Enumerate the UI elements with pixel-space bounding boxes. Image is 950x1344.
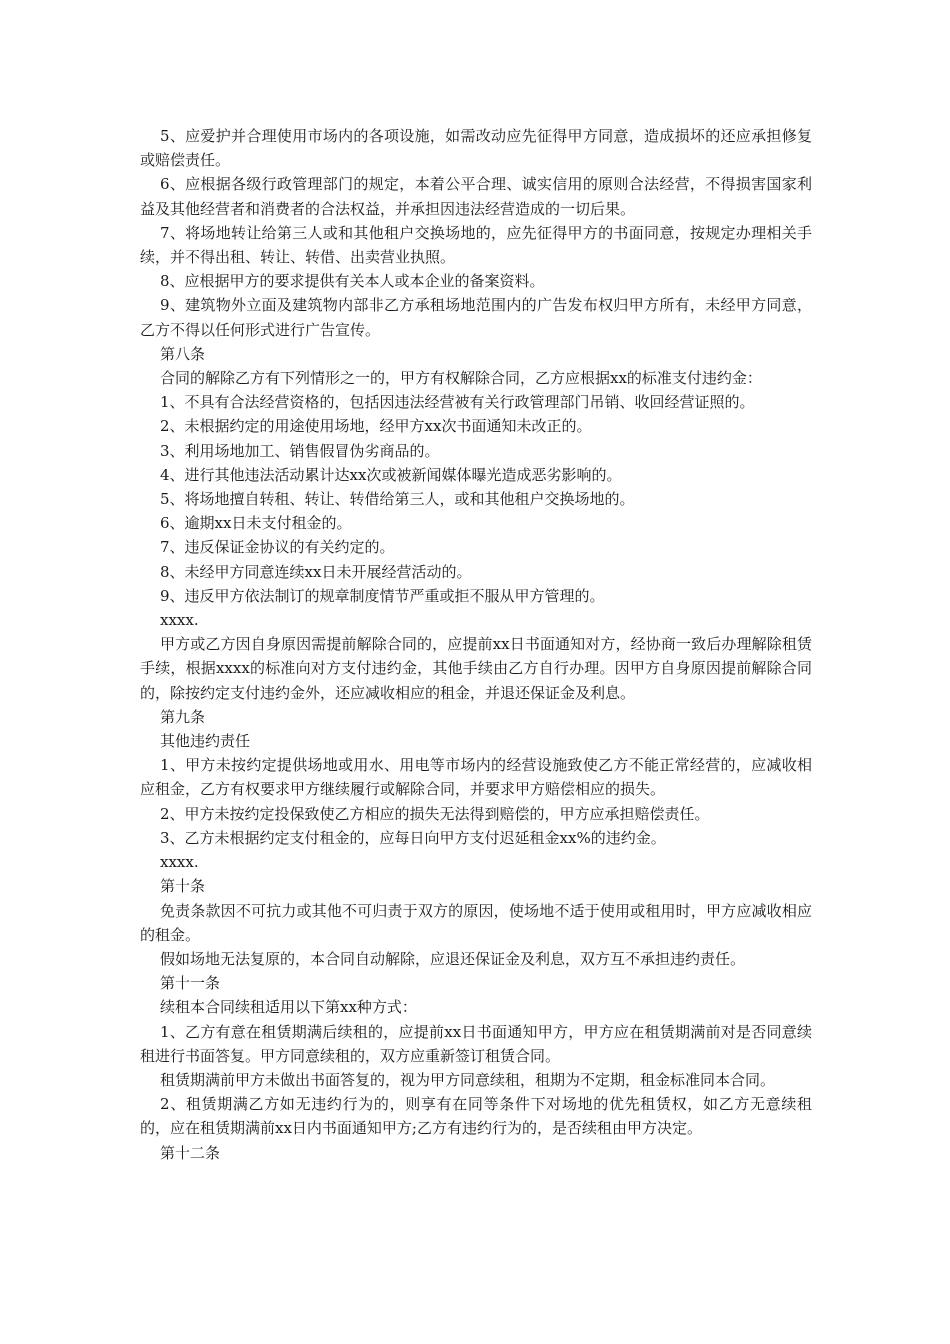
termination-item-9: 9、违反甲方依法制订的规章制度情节严重或拒不服从甲方管理的。 (160, 586, 605, 605)
article-heading-9: 第九条 (160, 707, 206, 726)
liability-item-2: 2、甲方未按约定投保致使乙方相应的损失无法得到赔偿的，甲方应承担赔偿责任。 (160, 804, 710, 823)
termination-item-8: 8、未经甲方同意连续xx日未开展经营活动的。 (160, 562, 472, 581)
placeholder-line: xxxx. (160, 611, 199, 630)
liability-item-1: 1、甲方未按约定提供场地或用水、用电等市场内的经营设施致使乙方不能正常经营的，应减收相应租金，乙方有权要求甲方继续履行或解除合同，并要求甲方赔偿相应的损失。 (140, 756, 812, 799)
renewal-intro: 续租本合同续租适用以下第xx种方式： (160, 998, 417, 1017)
renewal-default-paragraph: 租赁期满前甲方未做出书面答复的，视为甲方同意续租，租期为不定期，租金标准同本合同。 (160, 1070, 776, 1089)
exemption-paragraph: 免责条款因不可抗力或其他不可归责于双方的原因，使场地不适于使用或租用时，甲方应减收相应的租金。 (140, 901, 812, 944)
clause-item-6: 6、应根据各级行政管理部门的规定，本着公平合理、诚实信用的原则合法经营，不得损害国家利益及其他经营者和消费者的合法权益，并承担因违法经营造成的一切后果。 (140, 175, 812, 218)
document-body (140, 124, 812, 1165)
placeholder-line: xxxx. (160, 853, 199, 872)
article-heading-12: 第十二条 (160, 1143, 221, 1162)
renewal-item-2: 2、租赁期满乙方如无违约行为的，则享有在同等条件下对场地的优先租赁权，如乙方无意续租的，应在租赁期满前xx日内书面通知甲方;乙方有违约行为的，是否续租由甲方决定。 (140, 1095, 812, 1138)
early-termination-paragraph: 甲方或乙方因自身原因需提前解除合同的，应提前xx日书面通知对方，经协商一致后办理解除租赁手续，根据xxxx的标准向对方支付违约金，其他手续由乙方自行办理。因甲方自身原因提前解除合同的，除按约定支付违约金外，还应减收相应的租金，并退还保证金及利息。 (140, 635, 812, 702)
clause-item-9: 9、建筑物外立面及建筑物内部非乙方承租场地范围内的广告发布权归甲方所有，未经甲方同意，乙方不得以任何形式进行广告宣传。 (140, 296, 812, 339)
liability-item-3: 3、乙方未根据约定支付租金的，应每日向甲方支付迟延租金xx%的违约金。 (160, 828, 666, 847)
termination-item-3: 3、利用场地加工、销售假冒伪劣商品的。 (160, 441, 440, 460)
article-heading-8: 第八条 (160, 344, 206, 363)
termination-item-4: 4、进行其他违法活动累计达xx次或被新闻媒体曝光造成恶劣影响的。 (160, 465, 622, 484)
termination-item-1: 1、不具有合法经营资格的，包括因违法经营被有关行政管理部门吊销、收回经营证照的。 (160, 393, 755, 412)
section-title-liability: 其他违约责任 (160, 732, 251, 751)
termination-item-2: 2、未根据约定的用途使用场地，经甲方xx次书面通知未改正的。 (160, 417, 592, 436)
termination-item-6: 6、逾期xx日未支付租金的。 (160, 514, 352, 533)
clause-item-7: 7、将场地转让给第三人或和其他租户交换场地的，应先征得甲方的书面同意，按规定办理相关手续，并不得出租、转让、转借、出卖营业执照。 (140, 223, 812, 267)
termination-item-7: 7、违反保证金协议的有关约定的。 (160, 538, 395, 557)
termination-item-5: 5、将场地擅自转租、转让、转借给第三人，或和其他租户交换场地的。 (160, 490, 635, 509)
termination-intro: 合同的解除乙方有下列情形之一的，甲方有权解除合同，乙方应根据xx的标准支付违约金： (160, 369, 762, 388)
article-heading-11: 第十一条 (160, 974, 221, 993)
renewal-item-1: 1、乙方有意在租赁期满后续租的，应提前xx日书面通知甲方，甲方应在租赁期满前对是否同意续租进行书面答复。甲方同意续租的，双方应重新签订租赁合同。 (140, 1022, 812, 1065)
article-heading-10: 第十条 (160, 877, 206, 896)
clause-item-5: 5、应爱护并合理使用市场内的各项设施，如需改动应先征得甲方同意，造成损坏的还应承担修复或赔偿责任。 (140, 127, 812, 170)
clause-item-8: 8、应根据甲方的要求提供有关本人或本企业的备案资料。 (160, 272, 545, 291)
auto-termination-paragraph: 假如场地无法复原的，本合同自动解除，应退还保证金及利息，双方互不承担违约责任。 (160, 949, 746, 968)
